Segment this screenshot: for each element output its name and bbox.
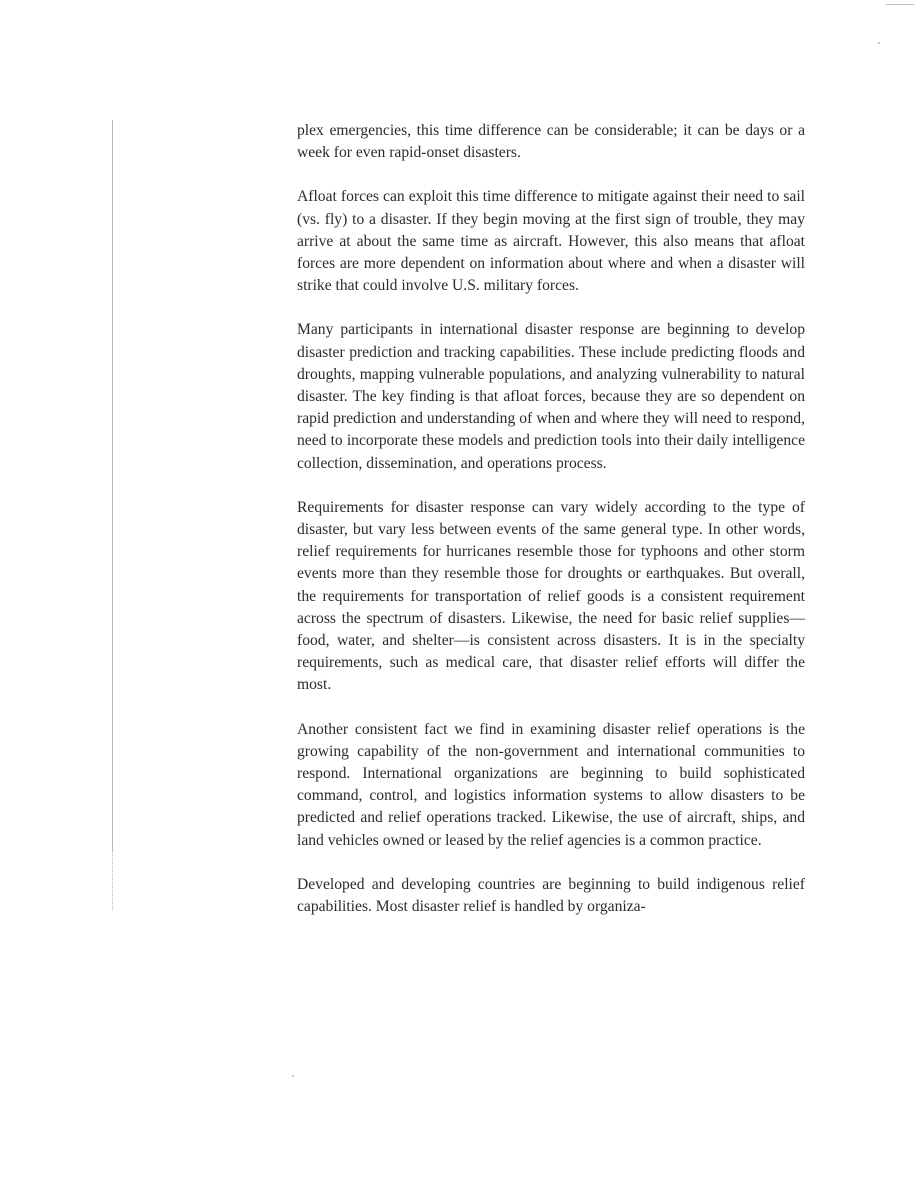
paragraph-3: Many participants in international disaster response are beginning to develop disaster prediction and tracking capabilities. These include predicting floods and droughts, mapping vulnerable populations, and analyzing vulnerability to natural disaster. The key finding is that afloat forces, because they are so dependent on rapid prediction and understanding of when and where they will need to respond, need to incorporate these models and prediction tools into their daily intelligence collection, dissemination, and operations process. [297,321,805,472]
paragraph-4: Requirements for disaster response can vary widely according to the type of disaster, but vary less between events of the same general type. In other words, relief requirements for hurricanes resemble those for typhoons and other storm events more than they resemble those for droughts or earthquakes. But overall, the requirements for transportation of relief goods is a consistent requirement across the spectrum of disasters. Likewise, the need for basic relief supplies—food, water, and shelter—is consistent across disasters. It is in the specialty requirements, such as medical care, that disaster relief efforts will differ the most. [297,498,805,694]
scan-binding-edge [112,120,113,850]
scan-speck [878,42,880,44]
scan-speck [292,1075,294,1077]
paragraph-1: plex emergencies, this time difference can be considerable; it can be days or a week for even rapid-onset disasters. [297,122,805,162]
body-text-column [297,120,805,940]
scan-corner-mark [886,4,914,5]
paragraph-5: Another consistent fact we find in examining disaster relief operations is the growing capability of the non-government and international communities to respond. International organizations are beginning to build sophisticated command, control, and logistics information systems to allow disasters to be predicted and relief operations tracked. Likewise, the use of aircraft, ships, and land vehicles owned or leased by the relief agencies is a common practice. [297,720,805,849]
scan-binding-edge-lower [112,850,113,910]
paragraph-2: Afloat forces can exploit this time difference to mitigate against their need to sail (vs. fly) to a disaster. If they begin moving at the first sign of trouble, they may arrive at about the same time as aircraft. However, this also means that afloat forces are more dependent on information about where and when a disaster will strike that could involve U.S. military forces. [297,188,805,295]
paragraph-6: Developed and developing countries are beginning to build indigenous relief capabilities. Most disaster relief is handled by organiza- [297,875,805,916]
